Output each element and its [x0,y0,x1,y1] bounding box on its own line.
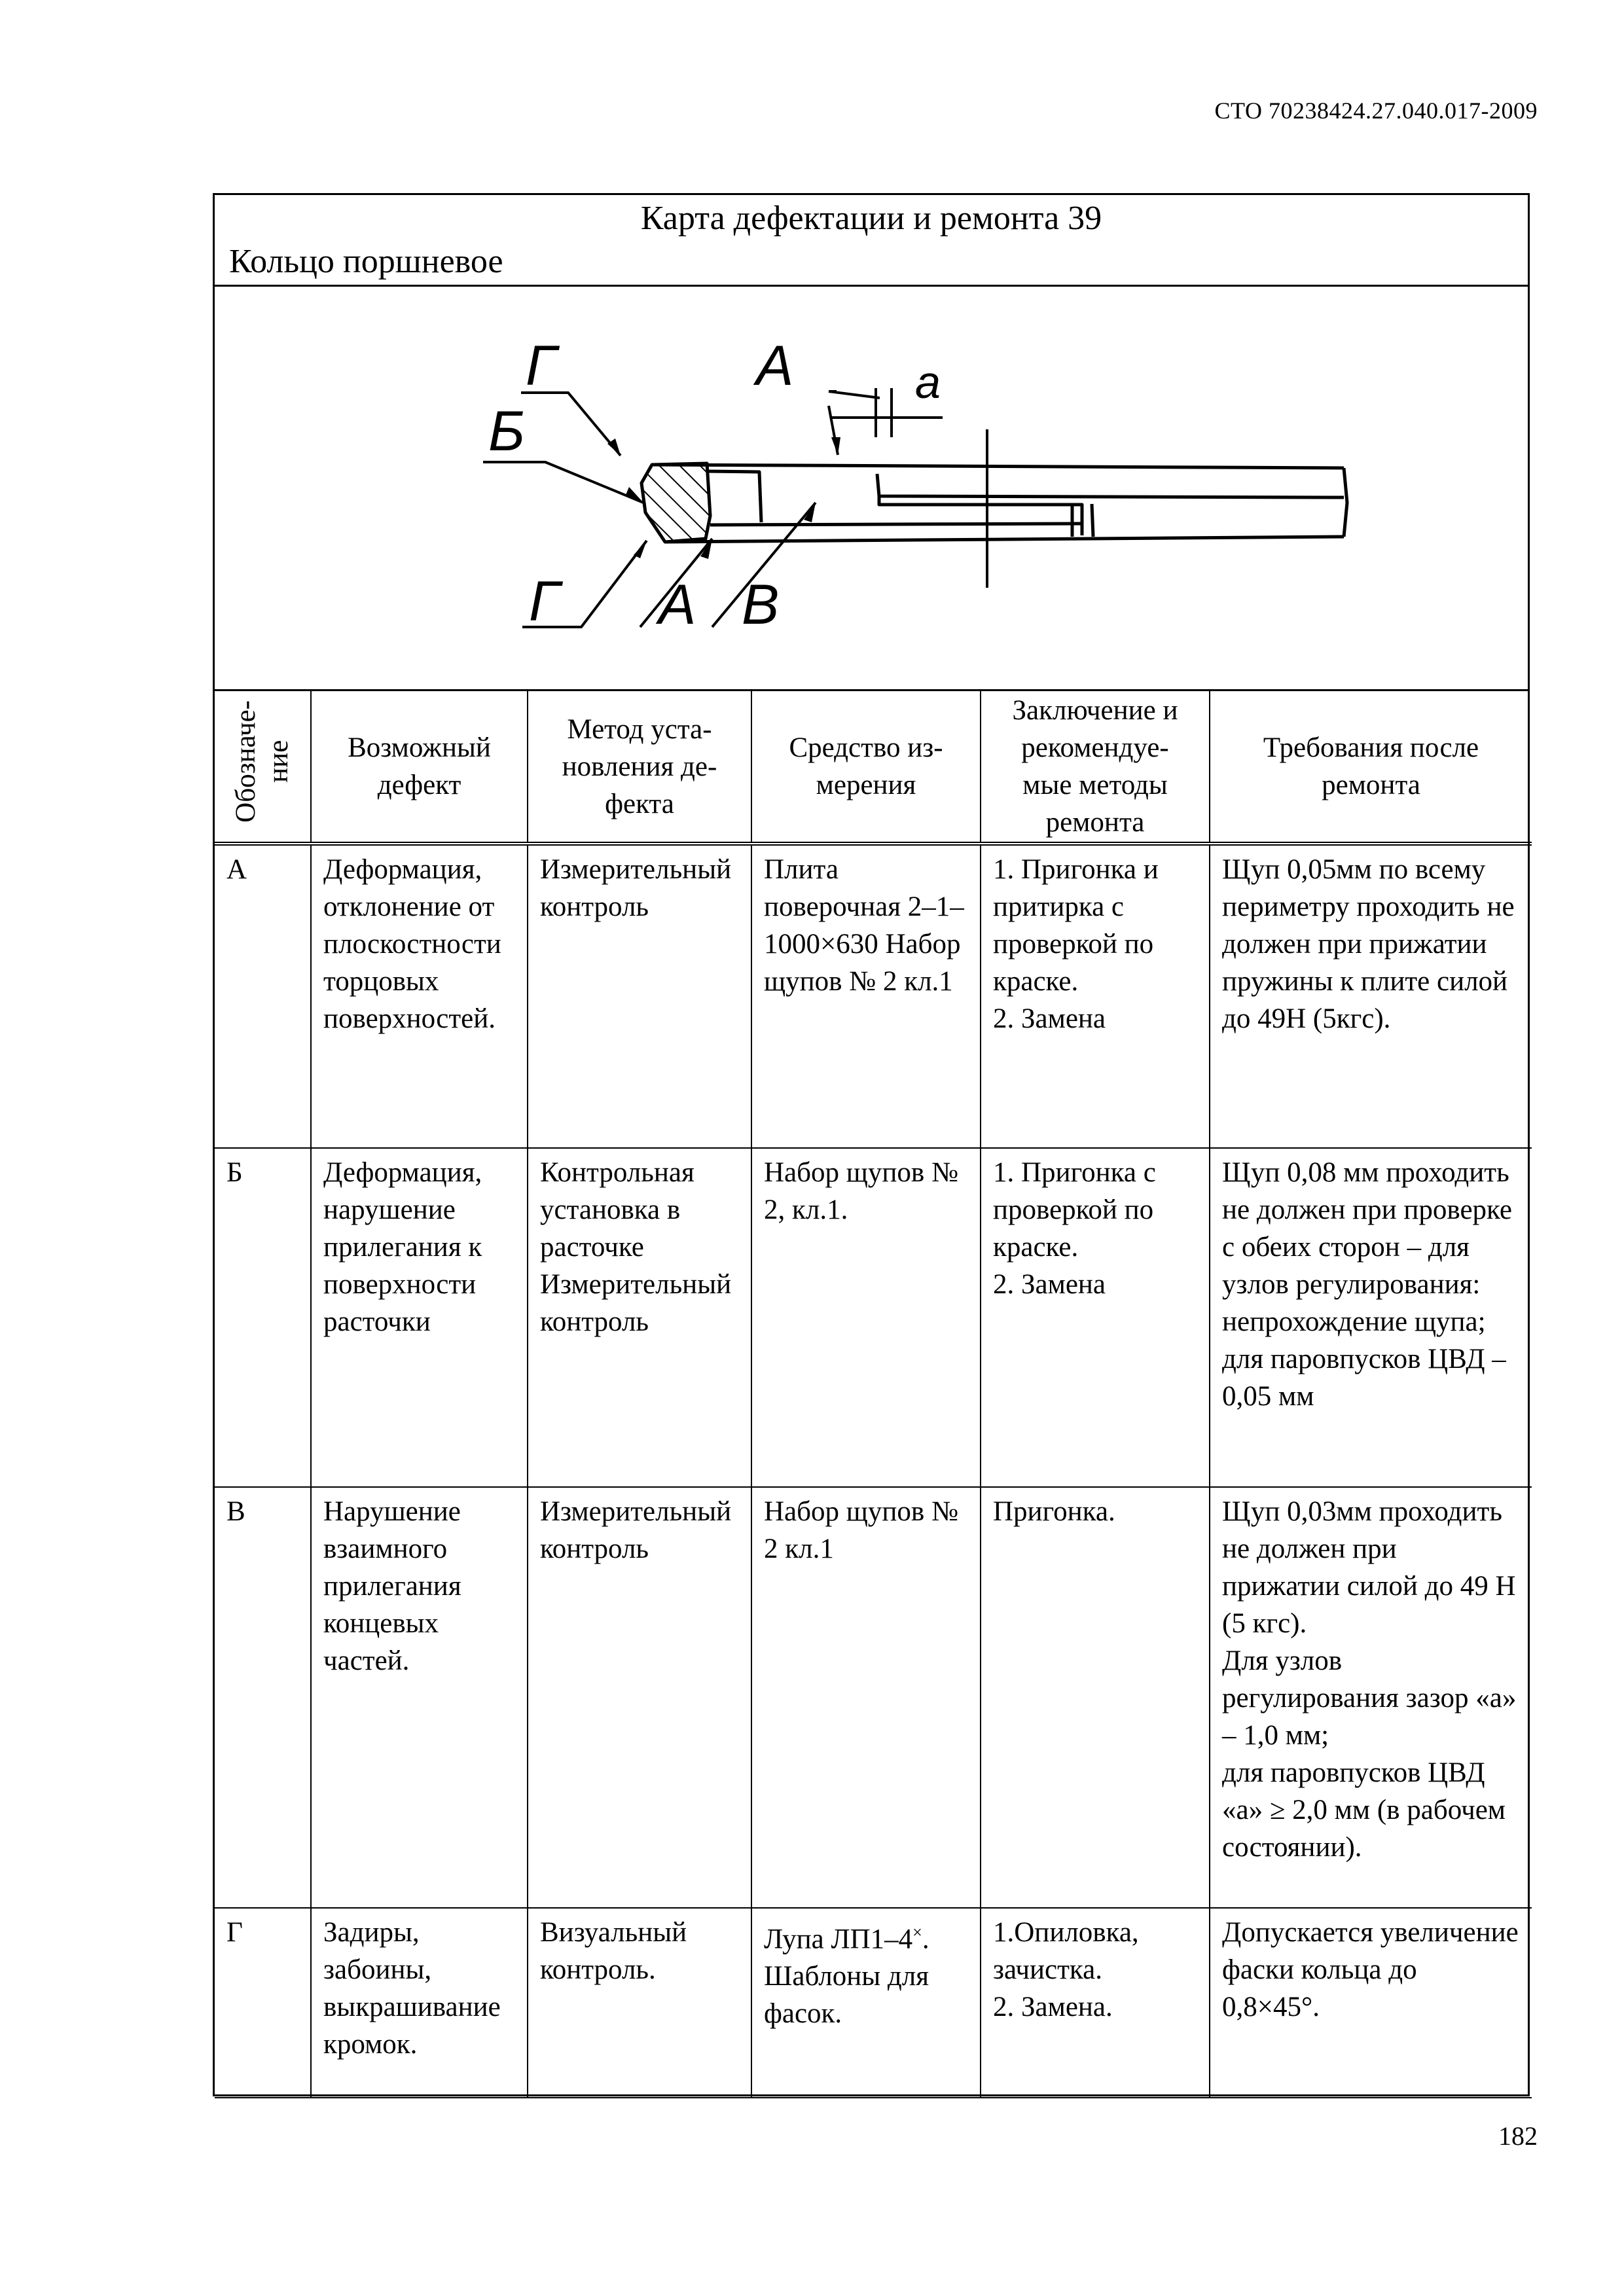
label-b: Б [488,400,525,463]
ring-cross-section [641,463,710,542]
cell-code: В [215,1487,311,1908]
cell-tool: Набор щупов № 2, кл.1. [751,1148,981,1487]
cell-defect: Задиры, забоины, выкрашивание кромок. [311,1908,528,2098]
cell-defect: Нарушение взаимного прилегания концевых частей. [311,1487,528,1908]
piston-ring-drawing [215,287,1528,691]
table-row [215,1908,1532,2098]
header-conclusion: Заключение и рекомендуе- мые методы ремонта [981,691,1210,844]
ring-outline-bottom [665,537,1344,542]
header-tool: Средство из- мерения [751,691,981,844]
cell-conclusion: 1.Опиловка, зачистка. 2. Замена. [981,1908,1210,2098]
card-title: Карта дефектации и ремонта 39 [640,200,1102,237]
cell-requirements: Щуп 0,03мм проходить не должен при прижатии силой до 49 Н (5 кгс). Для узлов регулирования зазор «а» – 1,0 мм; для паровпусков ЦВД «а» ≥ 2,0 мм (в рабочем состоянии). [1210,1487,1532,1908]
cell-conclusion: 1. Пригонка и притирка с проверкой по краске. 2. Замена [981,844,1210,1148]
leader-g-top [521,393,621,456]
label-a-bottom: А [659,573,696,636]
table-row [215,1487,1532,1908]
cell-defect: Деформация, нарушение прилегания к поверхности расточки [311,1148,528,1487]
cell-code: А [215,844,311,1148]
cell-method: Измерительный контроль [528,844,751,1148]
leader-a-top [829,391,880,398]
defect-card [213,193,1530,2096]
cell-code: Б [215,1148,311,1487]
header-method: Метод уста- новления де- фекта [528,691,751,844]
cell-method: Контрольная установка в расточке Измерительный контроль [528,1148,751,1487]
ring-outline-right [1344,468,1347,537]
card-header [215,195,1528,287]
cell-method: Измерительный контроль [528,1487,751,1908]
cell-conclusion: Пригонка. [981,1487,1210,1908]
cell-tool: Плита поверочная 2–1–1000×630 Набор щупов № 2 кл.1 [751,844,981,1148]
ring-inner-upper [707,471,761,522]
part-name: Кольцо поршневое [229,243,503,280]
label-v: В [742,573,780,636]
ring-step-lower [879,496,1082,535]
cell-tool: Набор щупов № 2 кл.1 [751,1487,981,1908]
cell-method: Визуальный контроль. [528,1908,751,2098]
ring-outline-top [652,465,1344,468]
label-a-top: А [756,334,794,397]
document-code: СТО 70238424.27.040.017-2009 [1214,98,1538,124]
ring-inner-lower [710,524,1082,525]
label-g-top: Г [526,334,556,397]
cell-code: Г [215,1908,311,2098]
ring-section-diagram [215,287,1528,689]
defects-table [215,691,1532,2098]
table-header-row [215,691,1532,844]
label-a-small: а [915,357,941,408]
cell-requirements: Щуп 0,08 мм проходить не должен при проверке с обеих сторон – для узлов регулирования: непрохождение щупа; для паровпусков ЦВД – 0,05 мм [1210,1148,1532,1487]
page-number: 182 [1498,2121,1538,2151]
cell-conclusion: 1. Пригонка с проверкой по краске. 2. Замена [981,1148,1210,1487]
label-g-bottom: Г [529,570,560,633]
table-row [215,844,1532,1148]
leader-b [483,462,643,503]
table-row [215,1148,1532,1487]
header-requirements: Требования после ремонта [1210,691,1532,844]
cell-defect: Деформация, отклонение от плоскостности торцовых поверхностей. [311,844,528,1148]
cell-requirements: Щуп 0,05мм по всему периметру проходить не должен при прижатии пружины к плите силой до 49Н (5кгс). [1210,844,1532,1148]
cell-requirements: Допускается увеличение фаски кольца до 0,8×45°. [1210,1908,1532,2098]
header-designation: Обозначе- ние [215,691,311,844]
ring-step-upper [877,474,1344,497]
cell-tool: Лупа ЛП1–4×. Шаблоны для фасок. [751,1908,981,2098]
header-defect: Возможный дефект [311,691,528,844]
